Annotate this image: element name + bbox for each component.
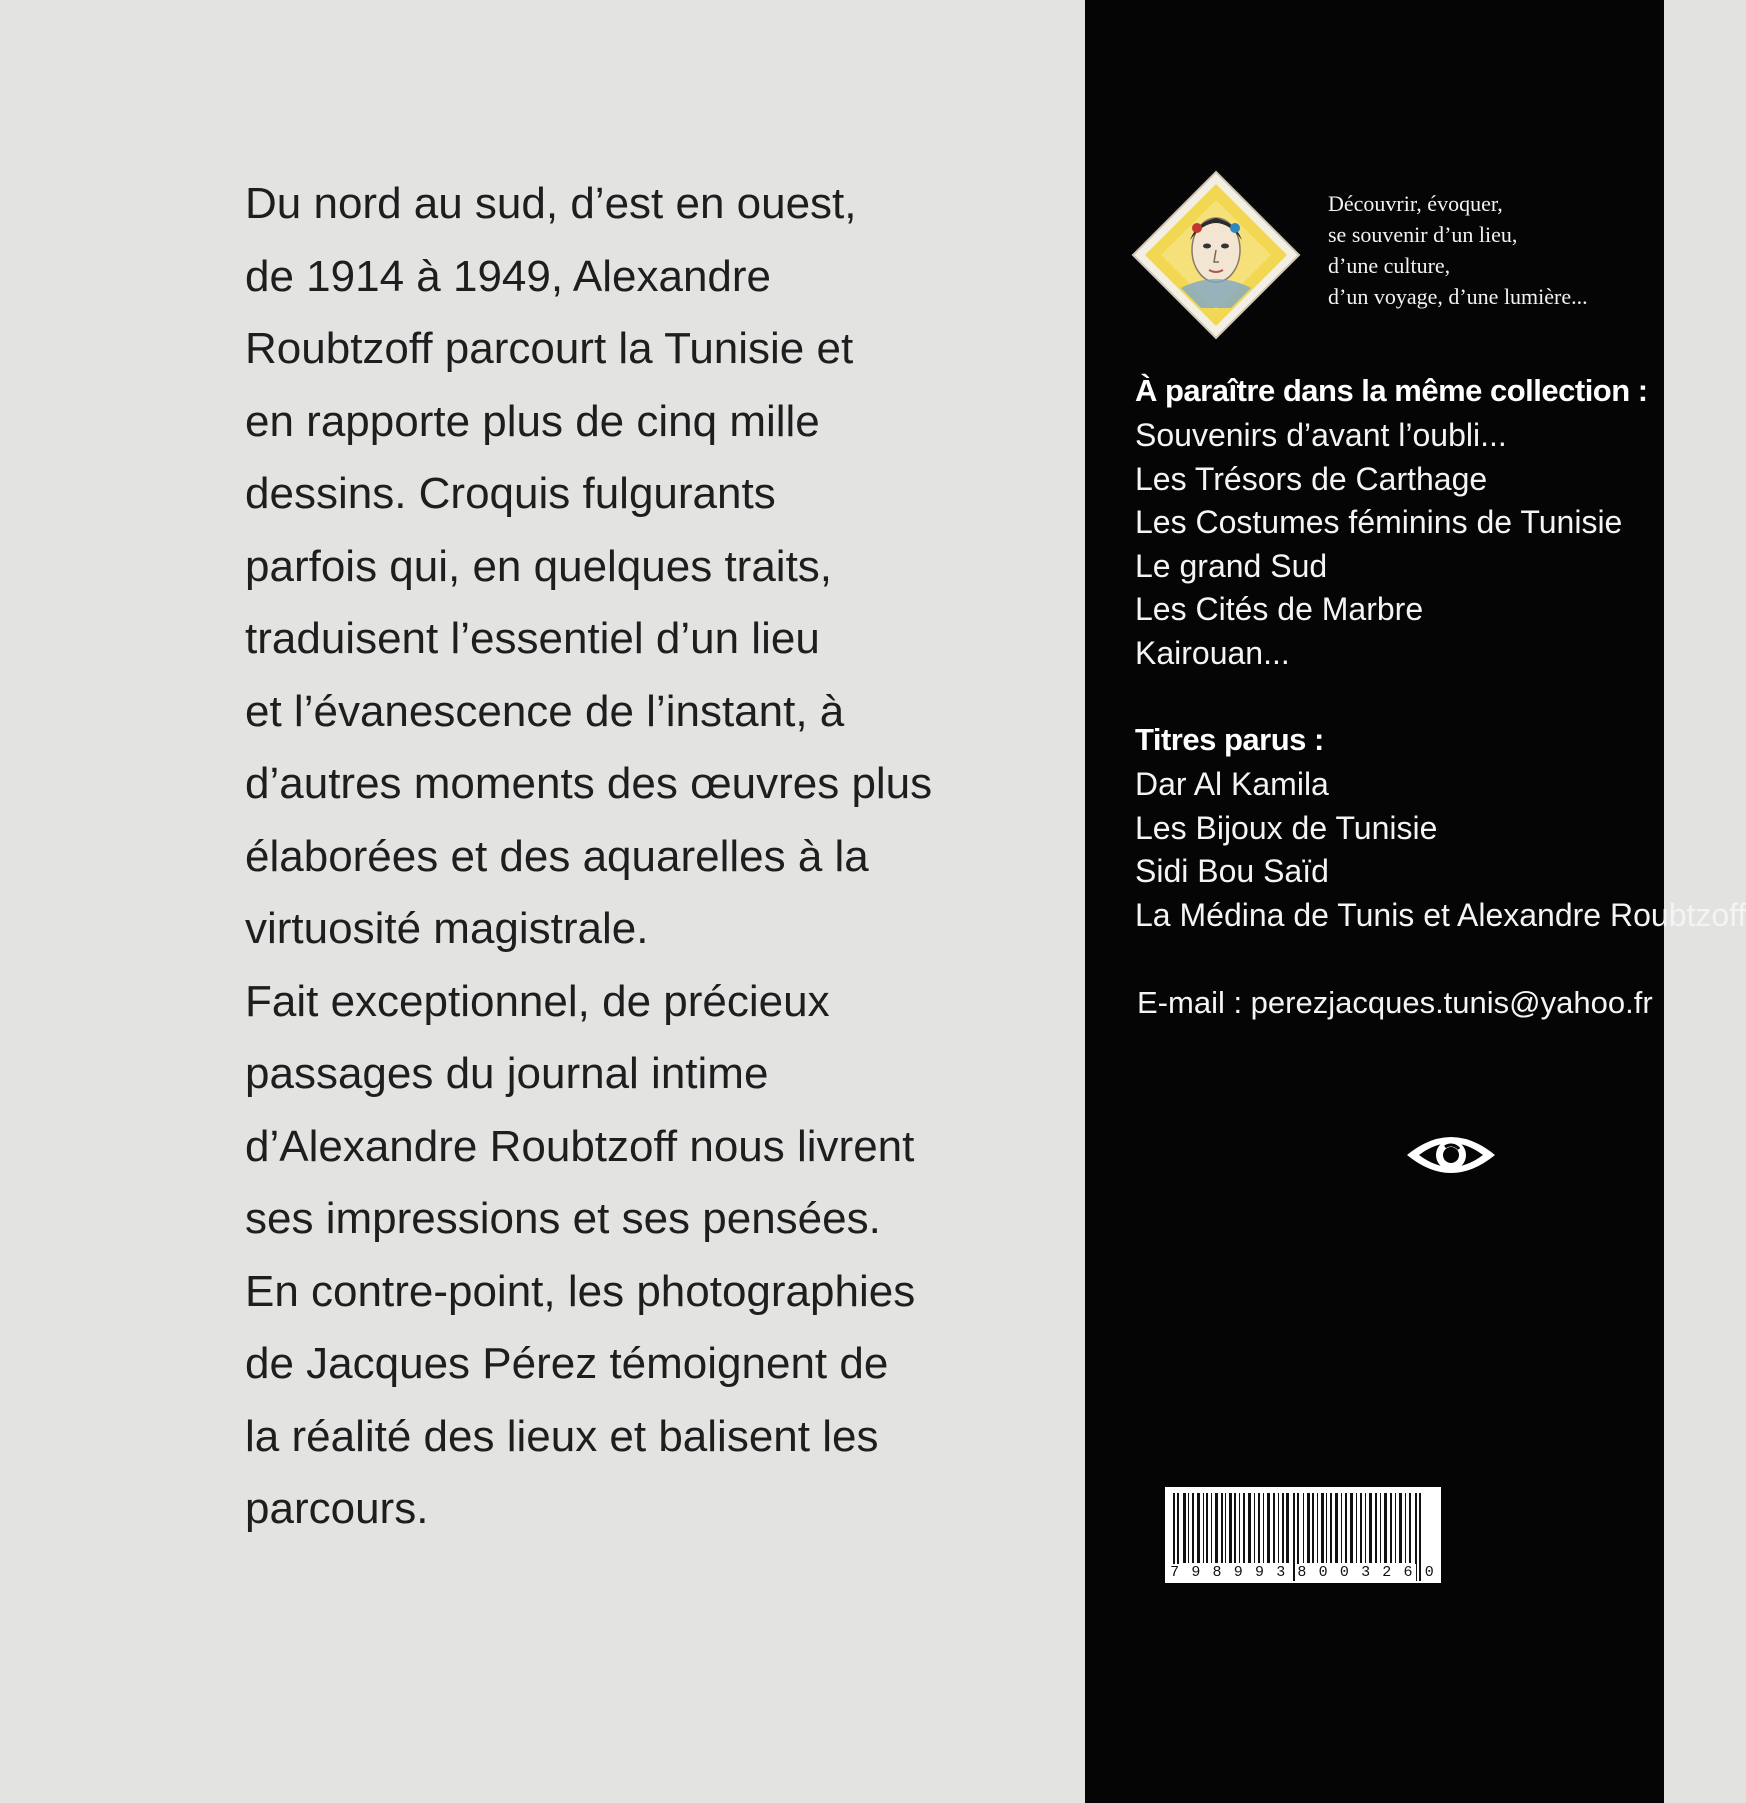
blurb-line: Du nord au sud, d’est en ouest, — [245, 179, 857, 228]
list-item: Le grand Sud — [1135, 547, 1328, 584]
barcode-digit: 2 — [1382, 1564, 1394, 1581]
portrait-diamond-emblem-icon — [1131, 170, 1301, 340]
blurb-line: d’Alexandre Roubtzoff nous livrent — [245, 1121, 915, 1171]
barcode-digit: 9 — [1233, 1564, 1245, 1581]
blurb-line: la réalité des lieux et balisent les — [245, 1411, 879, 1461]
blurb-line: ses impressions et ses pensées. — [245, 1194, 881, 1243]
barcode-digit: 7 — [1170, 1564, 1182, 1581]
barcode-digit: 9 — [1254, 1564, 1266, 1581]
barcode-digit: 9 — [1191, 1564, 1203, 1581]
blurb-line: Roubtzoff parcourt la Tunisie et — [245, 324, 854, 373]
blurb-text — [245, 168, 1005, 1546]
list-item: Les Trésors de Carthage — [1135, 460, 1488, 497]
blurb-line: parcours. — [245, 1484, 429, 1533]
list-item: La Médina de Tunis et Alexandre Roubtzoff — [1135, 896, 1746, 933]
eye-icon — [1405, 1125, 1497, 1185]
blurb-line: élaborées et des aquarelles à la — [245, 831, 869, 881]
barcode-digit: 6 — [1403, 1564, 1415, 1581]
barcode — [1165, 1487, 1441, 1583]
tagline-line: se souvenir d’un lieu, — [1328, 222, 1518, 247]
blurb-line: de Jacques Pérez témoignent de — [245, 1339, 889, 1388]
blurb-line: de 1914 à 1949, Alexandre — [245, 251, 772, 301]
blurb-line: passages du journal intime — [245, 1049, 769, 1098]
blurb-line: d’autres moments des œuvres plus — [245, 759, 933, 808]
blurb-line: traduisent l’essentiel d’un lieu — [245, 614, 820, 663]
tagline-line: d’un voyage, d’une lumière... — [1328, 284, 1588, 309]
blurb-line: En contre-point, les photographies — [245, 1266, 916, 1316]
barcode-digit: 0 — [1339, 1564, 1351, 1581]
list-item: Les Costumes féminins de Tunisie — [1135, 504, 1623, 541]
forthcoming-list — [1135, 414, 1622, 676]
list-item: Dar Al Kamila — [1135, 766, 1329, 802]
blurb-line: virtuosité magistrale. — [245, 904, 649, 953]
published-heading: Titres parus : — [1135, 722, 1324, 757]
list-item: Les Cités de Marbre — [1135, 591, 1424, 628]
barcode-digit: 0 — [1318, 1564, 1330, 1581]
barcode-digit: 3 — [1276, 1564, 1288, 1581]
blurb-line: et l’évanescence de l’instant, à — [245, 686, 845, 736]
barcode-digit: 0 — [1424, 1564, 1436, 1581]
published-list — [1135, 763, 1746, 937]
barcode-digit: 8 — [1297, 1564, 1309, 1581]
tagline-line: d’une culture, — [1328, 253, 1451, 278]
barcode-digit: 8 — [1212, 1564, 1224, 1581]
contact-email: E-mail : perezjacques.tunis@yahoo.fr — [1137, 985, 1653, 1020]
blurb-line: dessins. Croquis fulgurants — [245, 469, 776, 518]
blurb-line: parfois qui, en quelques traits, — [245, 541, 833, 591]
tagline-line: Découvrir, évoquer, — [1328, 191, 1503, 216]
blurb-line: en rapporte plus de cinq mille — [245, 396, 820, 446]
barcode-digit: 3 — [1361, 1564, 1373, 1581]
list-item: Kairouan... — [1135, 634, 1290, 671]
list-item: Les Bijoux de Tunisie — [1135, 809, 1438, 846]
forthcoming-heading: À paraître dans la même collection : — [1135, 373, 1648, 408]
list-item: Souvenirs d’avant l’oubli... — [1135, 417, 1507, 453]
blurb-line: Fait exceptionnel, de précieux — [245, 976, 830, 1026]
list-item: Sidi Bou Saïd — [1135, 853, 1329, 890]
collection-tagline — [1328, 188, 1588, 312]
back-cover-black-panel — [1085, 0, 1746, 1803]
barcode-digits — [1165, 1564, 1441, 1581]
